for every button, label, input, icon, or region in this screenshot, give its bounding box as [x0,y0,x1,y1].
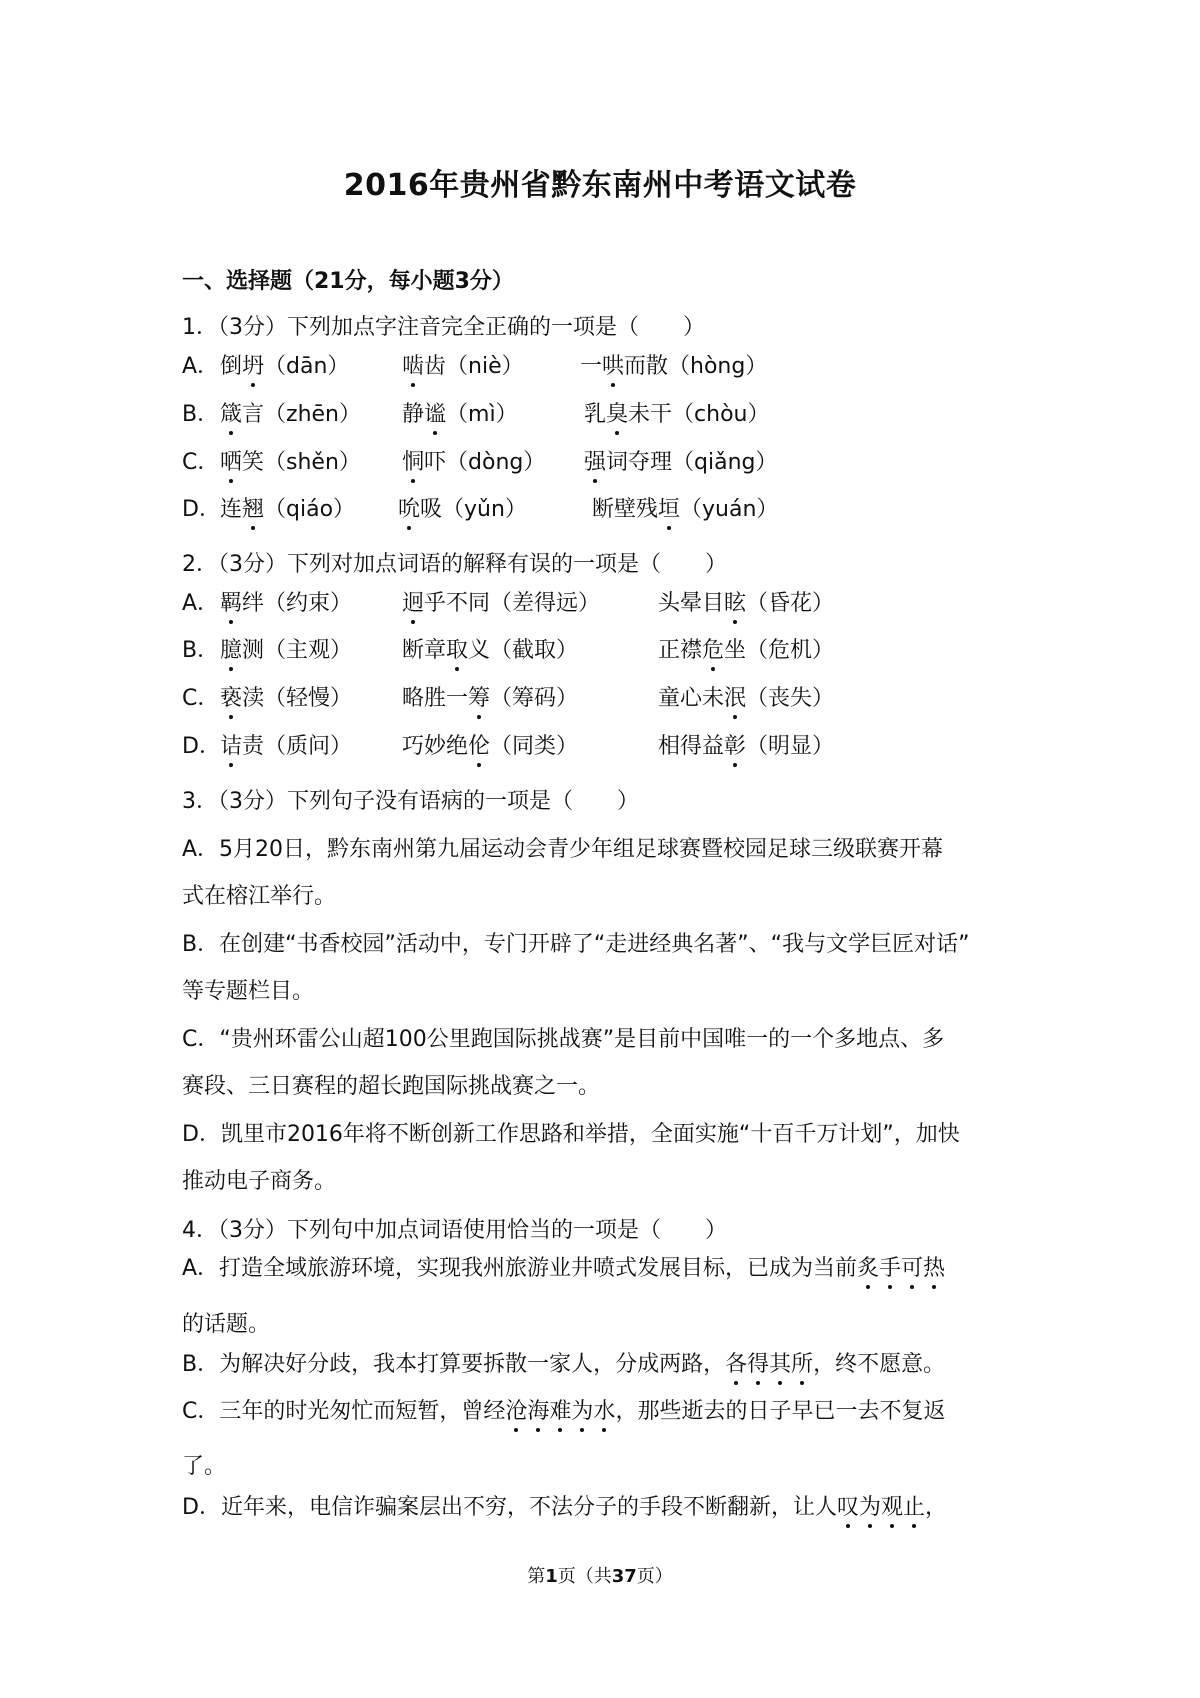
q3-option-c-line-1: C．“贵州环雷公山超100公里跑国际挑战赛”是目前中国唯一的一个多地点、多 [182,1027,945,1052]
q4-option-a-line-1: A．打造全域旅游环境，实现我州旅游业井喷式发展目标，已成为当前炙手可热 [182,1254,945,1284]
section-heading: 一、选择题（21分，每小题3分） [182,269,514,294]
q2-option-a-item-1: 羁绊（约束） [220,589,352,619]
q3-option-b-line-2: 等专题栏目。 [182,979,315,1004]
q2-option-a-item-3: 头晕目眩（昏花） [658,589,834,619]
q1-option-a-label: A． [182,354,220,379]
q2-option-b-item-3: 正襟危坐（危机） [658,636,834,666]
q1-option-b-label: B． [182,402,220,427]
q2-option-b-label: B． [182,638,220,663]
q1-option-d-item-3: 断壁残垣（yuán） [592,495,778,525]
q2-option-b-item-2: 断章取义（截取） [402,636,578,666]
q1-option-c-item-2: 恫吓（dòng） [402,448,545,478]
page-title: 2016年贵州省黔东南州中考语文试卷 [343,168,857,203]
q1-option-b-item-2: 静谧（mì） [402,400,518,430]
q2-option-d-item-3: 相得益彰（明显） [658,732,834,762]
q1-option-c-label: C． [182,450,220,475]
q2-option-d-item-2: 巧妙绝伦（同类） [402,732,578,762]
q1-option-d-item-2: 吮吸（yǔn） [398,495,527,525]
q2-option-d-label: D． [182,734,221,759]
q1-option-d-item-1: 连翘（qiáo） [220,495,355,525]
q1-option-a-item-3: 一哄而散（hòng） [580,352,767,382]
q1-option-d-label: D． [182,497,221,522]
q2-option-a-item-2: 迥乎不同（差得远） [402,589,600,619]
total-page-count: 37 [611,1566,637,1587]
q2-option-d-item-1: 诘责（质问） [220,732,352,762]
q1-option-b-item-1: 箴言（zhēn） [220,400,361,430]
q2-option-b-item-1: 臆测（主观） [220,636,352,666]
q3-option-c-line-2: 赛段、三日赛程的超长跑国际挑战赛之一。 [182,1074,601,1099]
q3-option-a-line-1: A．5月20日，黔东南州第九届运动会青少年组足球赛暨校园足球三级联赛开幕 [182,837,944,862]
q4-option-a-line-2: 的话题。 [182,1312,271,1337]
question-4-stem: 4．（3分）下列句中加点词语使用恰当的一项是（ ） [182,1218,727,1243]
q1-option-a-item-1: 倒坍（dān） [220,352,349,382]
question-2-stem: 2．（3分）下列对加点词语的解释有误的一项是（ ） [182,552,727,577]
question-1-stem: 1．（3分）下列加点字注音完全正确的一项是（ ） [182,315,705,340]
q3-option-d-line-2: 推动电子商务。 [182,1169,337,1194]
q2-option-a-label: A． [182,591,220,616]
page-footer: 第1页（共37页） [527,1566,673,1587]
q2-option-c-item-2: 略胜一筹（筹码） [402,684,578,714]
q1-option-a-item-2: 啮齿（niè） [402,352,524,382]
q2-option-c-label: C． [182,686,220,711]
current-page-number: 1 [545,1566,558,1587]
q3-option-d-line-1: D．凯里市2016年将不断创新工作思路和举措，全面实施“十百千万计划”，加快 [182,1122,960,1147]
q2-option-c-item-1: 亵渎（轻慢） [220,684,352,714]
q1-option-c-item-3: 强词夺理（qiǎng） [584,448,777,478]
q4-option-c-line-1: C．三年的时光匆忙而短暂，曾经沧海难为水，那些逝去的日子早已一去不复返 [182,1397,945,1427]
q4-option-c-line-2: 了。 [182,1454,227,1479]
q4-option-b-line-1: B．为解决好分歧，我本打算要拆散一家人，分成两路，各得其所，终不愿意。 [182,1350,945,1380]
q3-option-a-line-2: 式在榕江举行。 [182,884,337,909]
q1-option-c-item-1: 哂笑（shěn） [220,448,361,478]
q2-option-c-item-3: 童心未泯（丧失） [658,684,834,714]
q4-option-d-line-1: D．近年来，电信诈骗案层出不穷，不法分子的手段不断翻新，让人叹为观止， [182,1493,947,1523]
q3-option-b-line-1: B．在创建“书香校园”活动中，专门开辟了“走进经典名著”、“我与文学巨匠对话” [182,932,970,957]
q1-option-b-item-3: 乳臭未干（chòu） [584,400,769,430]
question-3-stem: 3．（3分）下列句子没有语病的一项是（ ） [182,789,639,814]
